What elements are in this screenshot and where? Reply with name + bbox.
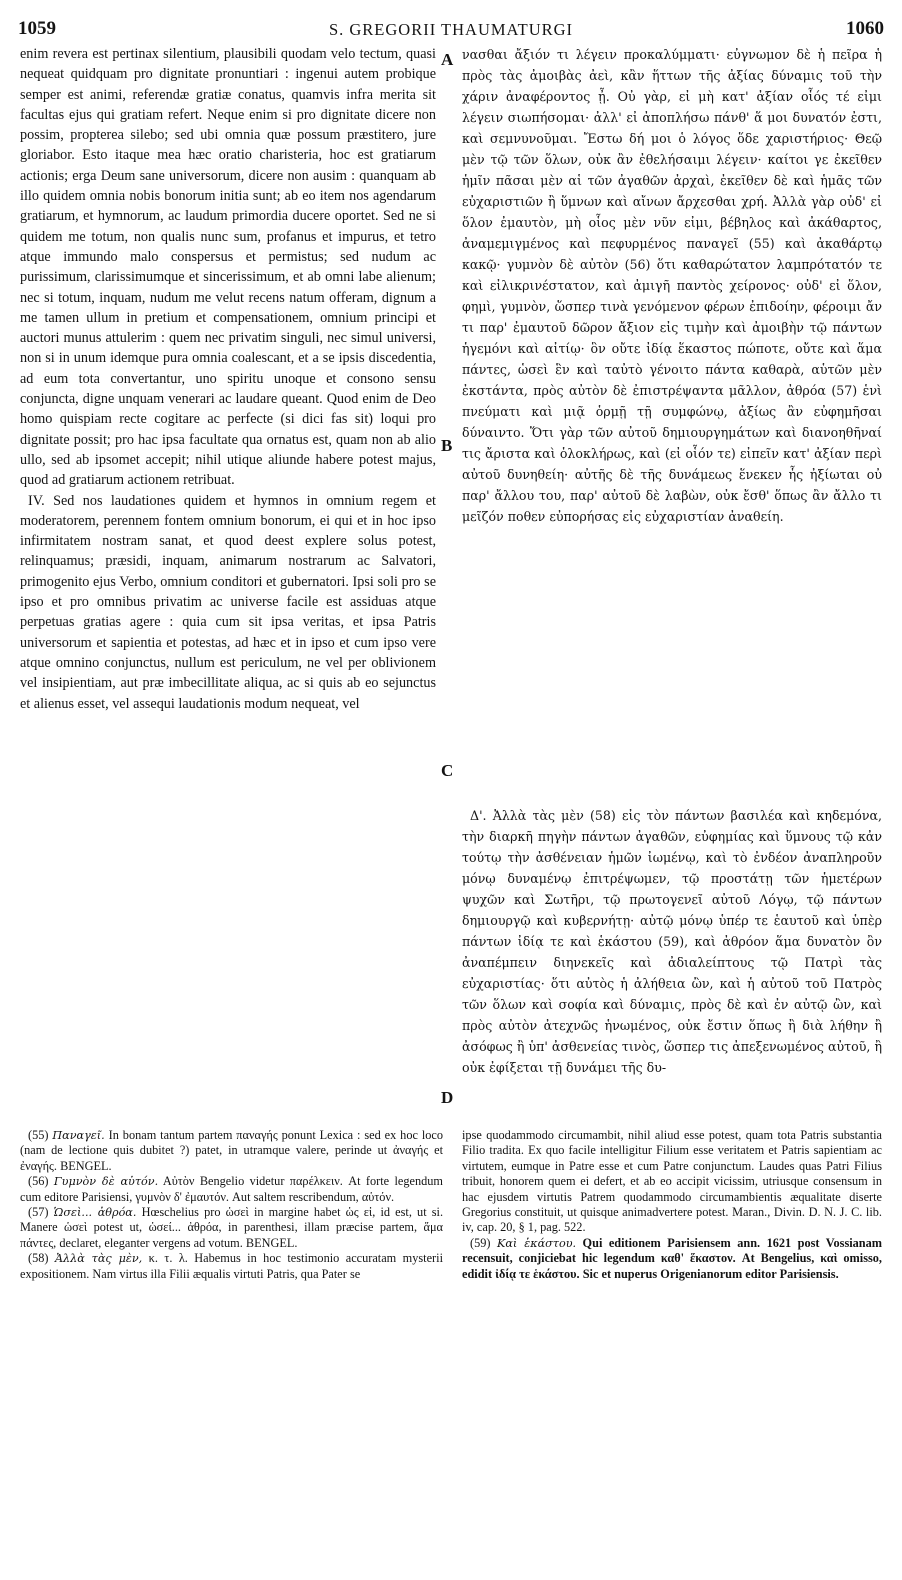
column-marker-b: B (441, 436, 453, 455)
latin-paragraph-1: enim revera est pertinax silentium, plausibili quodam velo tectum, quasi nequeat quidquam pro dignitate pronuntiari : ingenui autem probique semper est animi, referendæ gratiæ conatus, quamvis infra merita sit facultas ejus qui gratiam refert. Neque enim si pro dignitate dicere non possim, propterea silebo; sed ubi omnia quæ possum præstitero, jure gloriabor. Esto itaque mea hæc oratio charisteria, hoc est gratiarum actionis; erga Deum sane universorum, dicere non ausim : quanquam ab illo quidem omnia nobis bonorum initia sunt; ab eo item nos agendarum gratiarum, et hymnorum, ac laudum primordia ducere oportet. Sed ne si quidem me totum, non qualis nunc sum, profanus et impurus, et tetro atque immundo malo conspersus et permistus; sed nudum ac purissimum, clarissimumque et sincerissimum, et ab omni labe alienum; nec si totum, inquam, nudum me velut recens natum offeram, dignum a me tamen ullum in pretium et compensationem, omnium principi et auctori munus attulerim : quem nec privatim singuli, nec simul universi, non si in unum idemque pura omnia coalescant, et a se ipsis discedentia, ad eum tota convertantur, uno spiritu unoque et consono sensu conjuncta, digne unquam venerari ac laudare queant. Quod enim de Deo homo quispiam recte cogitare ac perfecte (si dici fas sit) loqui pro dignitate possit; pro hac ipsa facultate qua ornatus est, quam non ab alio ullo, sed ab ipsomet accepit; nihil utique aliunde habere potest majus, quod ad gratiarum actionem retribuat. (20, 46, 436, 489)
footnote-59: (59) Καὶ ἑκάστου. Qui editionem Parisiensem ann. 1621 post Vossianam recensuit, conjiciebat hic legendum καθ' ἕκαστον. At Bengelius, καὶ omisso, edidit ἰδίᾳ τε ἑκάστου. Sic et nuperus Origenianorum editor Parisiensis. (462, 1235, 883, 1281)
footnote-56: (56) Γυμνὸν δὲ αὐτόν. Αὐτὸν Bengelio videtur παρέλκειν. At forte legendum cum editore Parisiensi, γυμνὸν δ' ἐμαυτόν. Aut saltem rescribendum, αὑτόν. (20, 1174, 443, 1204)
page-number-right: 1060 (846, 18, 884, 39)
footnote-55: (55) Παναγεῖ. In bonam tantum partem παναγής ponunt Lexica : sed ex hoc loco (nam de lectione quis dubitet ?) patet, in utramque valere, perinde ut ἀναγής et ἐναγής. BENGEL. (20, 1128, 444, 1173)
footnote-58-continued: ipse quodammodo circumambit, nihil aliud esse potest, quam tota Patris substantia Filio tradita. Ex quo facile intelligitur Filium esse veritatem et Patris sapientiam ac virtutem, eumque in Patre esse et cum Patre conjunctum. Laudes quas Patri Filius tribuit, honorem quem ei defert, et ab eo accipit vicissim, utriusque consensum in hac ejusdem virtutis Patrem quodammodo circumambientis æqualitate diserte Gregorius constituit, ut quisque animadvertere potest. Maran., Divin. D. N. J. C. lib. iv, cap. 20, § 1, pag. 522. (462, 1128, 882, 1235)
footnotes-left (20, 1128, 443, 1282)
latin-text-column (20, 44, 436, 714)
footnote-57: (57) Ὡσεὶ... ἀθρόα. Hœschelius pro ὡσεὶ in margine habet ὡς εἰ, id est, ut si. Manere ὡσεὶ potest ut, ὡσεί... ἀθρόα, in parenthesi, illam præcise partem, ἅμα πάντες, declaret, eleganter vergens ad votum. BENGEL. (20, 1205, 444, 1250)
latin-paragraph-2: IV. Sed nos laudationes quidem et hymnos in omnium regem et moderatorem, perennem fontem omnium bonorum, ei qui et in hoc ipso infirmitatem nostram sanat, et quod deest explere solus potest, relinquamus; præsidi, inquam, animarum nostrarum ac Salvatori, primogenito ejus Verbo, omnium conditori et gubernatori. Ipsi soli pro se ipso et pro omnibus privatim ac universe facile est assiduas atque perpetuas gratias agere : quia cum sit ipsa veritas, et ipsa Patris universorum et sapientia et potestas, ad hæc et in ipso et cum ipso vere atque omnino conjunctus, nullum est periculum, ne vel per oblivionem vel insipientiam, aut præ imbecillitate aliqua, ac si quis ab eo sejunctus et alienus esset, vel assequi laudationis modum nequeat, vel (20, 492, 436, 712)
running-title: S. GREGORII THAUMATURGI (328, 20, 574, 39)
greek-paragraph-1: νασθαι ἄξιόν τι λέγειν προκαλύμματι· εὐγνωμον δὲ ἡ πεῖρα ἡ πρὸς τὰς ἀμοιβὰς ἀεὶ, κἂν ἥττων τῆς ἀξίας δύναμις τοῦ τὴν χάριν ἀναφέροντος ᾖ. Οὐ γὰρ, εἰ μὴ κατ' ἀξίαν οἷός τέ εἰμι λέγειν σιωπήσομαι· ἀλλ' εἰ ἀποπλήσω πάνθ' ἅ μοι δυνατόν ἐστι, καὶ σεμνυνοῦμαι. Ἔστω δή μοι ὁ λόγος ὅδε χαριστήριος· Θεῷ μὲν τῷ τῶν ὅλων, οὐκ ἂν ἐθελήσαιμι λέγειν· καίτοι γε ἐκεῖθεν ἡμῖν πᾶσαι μὲν αἱ τῶν ἀγαθῶν ἀρχαὶ, ἐκεῖθεν δὲ καὶ ἡμᾶς τῶν εὐχαριστιῶν ἢ ὕμνων καὶ αἴνων ἄρχεσθαι χρή. Ἀλλὰ γὰρ οὐδ' εἰ ὅλον ἐμαυτὸν, μὴ οἷος μὲν νῦν εἰμι, βέβηλος καὶ ἀκάθαρτος, ἀναμεμιγμένος καὶ πεφυρμένος παναγεῖ (55) καὶ ἀκαθάρτῳ κακῷ· γυμνὸν δὲ αὐτὸν (56) ὅτι καθαρώτατον λαμπρότατόν τε καὶ εἰλικρινέστατον, καὶ ἀμιγῆ παντὸς χείρονος· οὐδ' εἰ ὅλον, φημὶ, γυμνὸν, ὥσπερ τινὰ γενόμενον φέρων ἐπιδοίην, φέροιμι ἄν τι παρ' ἐμαυτοῦ δῶρον ἄξιον εἰς τιμὴν καὶ ἀμοιβὴν τῷ πάντων ἡγεμόνι καὶ αἰτίῳ· ὃν οὔτε ἰδίᾳ ἕκαστος πώποτε, οὔτε καὶ ἅμα πάντες, ὡσεὶ ἓν καὶ ταὐτὸ γένοιτο πάντα καθαρὰ, αὑτῶν μὲν ἐκστάντα, πρὸς αὐτὸν δὲ ἐπιστρέψαντα μᾶλλον, ἀθρόα (57) ἑνὶ πνεύματι καὶ μιᾷ ὁρμῇ τῇ συμφώνῳ, ἀξίως ἂν εὐφημῆσαι δύναιντο. Ὅτι γὰρ τῶν αὐτοῦ δημιουργημάτων καὶ διανοηθῆναί τις ἄριστα καὶ ὁλοκλήρως, καὶ (εἰ οἷόν τε) εἰπεῖν κατ' ἀξίαν περὶ αὐτοῦ δυνηθείη· αὐτῆς δὲ τῆς δυνάμεως ἕνεκεν ἧς ἠξίωται οὐ παρ' ἄλλου του, παρ' αὐτοῦ δὲ λαβὼν, οὐκ ἔσθ' ὅπως ἂν ἄλλο τι μεῖζόν ποθεν εὐπορήσας εἰς εὐχαριστίαν ἀναθείη. (462, 47, 882, 524)
footnotes-right (462, 1128, 882, 1282)
greek-text-column-bottom (462, 805, 882, 1078)
column-marker-a: A (441, 50, 454, 69)
page-header (18, 18, 884, 44)
footnote-58: (58) Ἀλλὰ τὰς μὲν, κ. τ. λ. Habemus in hoc testimonio accuratam mysterii expositionem. Nam virtus illa Filii æqualis virtuti Patris, qua Pater se (20, 1251, 443, 1281)
column-marker-d: D (441, 1088, 454, 1107)
column-marker-c: C (441, 761, 454, 780)
page-number-left: 1059 (18, 18, 56, 39)
greek-paragraph-2: Δ'. Ἀλλὰ τὰς μὲν (58) εἰς τὸν πάντων βασιλέα καὶ κηδεμόνα, τὴν διαρκῆ πηγὴν πάντων ἀγαθῶν, εὐφημίας καὶ ὕμνους τῷ κἀν τούτῳ τὴν ἀσθένειαν ἡμῶν ἰωμένῳ, καὶ τὸ ἐνδέον ἀναπληροῦν μόνῳ δυναμένῳ ἐπιτρέψωμεν, τῷ προστάτῃ τῶν ἡμετέρων ψυχῶν καὶ Σωτῆρι, τῷ πρωτογενεῖ αὐτοῦ Λόγῳ, τῷ πάντων δημιουργῷ καὶ κυβερνήτῃ· αὐτῷ μόνῳ ὑπέρ τε ἑαυτοῦ καὶ ὑπὲρ πάντων ἰδίᾳ τε καὶ ἑκάστου (59), καὶ ἀθρόον ἅμα δυνατὸν ὂν ἀναπέμπειν διηνεκεῖς καὶ ἀδιαλείπτους τῷ Πατρὶ τὰς εὐχαριστίας· ὅτι αὐτὸς ἡ ἀλήθεια ὢν, καὶ ἡ αὐτοῦ τοῦ Πατρὸς τῶν ὅλων καὶ σοφία καὶ δύναμις, πρὸς δὲ καὶ ἐν αὐτῷ ὢν, καὶ πρὸς αὐτὸν ἀτεχνῶς ἡνωμένος, οὐκ ἔστιν ὅπως ἢ διὰ λήθην ἢ ἀσόφως ἢ ὑπ' ἀσθενείας τινὸς, ὥσπερ τις ἀπεξενωμένος αὐτοῦ, ἢ οὐκ ἐφίξεται τῇ δυνάμει τῆς δυ- (462, 808, 882, 1075)
greek-text-column-top (462, 44, 882, 527)
